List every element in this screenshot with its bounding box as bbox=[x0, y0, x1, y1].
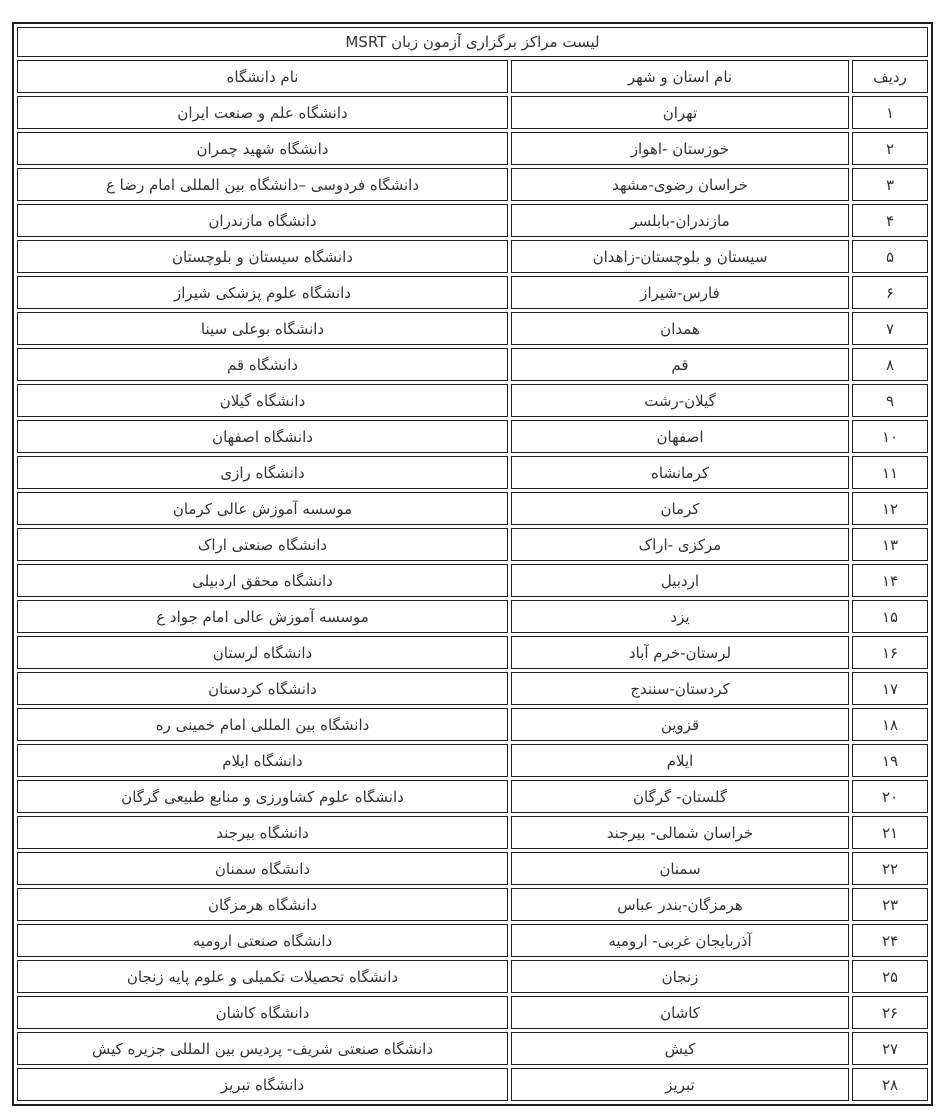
university-name-cell: دانشگاه قم bbox=[17, 348, 508, 381]
table-row bbox=[17, 924, 928, 957]
university-name-cell: دانشگاه بیرجند bbox=[17, 816, 508, 849]
university-name-cell: دانشگاه صنعتی ارومیه bbox=[17, 924, 508, 957]
table-row bbox=[17, 600, 928, 633]
province-city-cell: کرمانشاه bbox=[511, 456, 849, 489]
province-city-cell: زنجان bbox=[511, 960, 849, 993]
row-number-cell: ۸ bbox=[852, 348, 928, 381]
province-city-cell: کاشان bbox=[511, 996, 849, 1029]
table-title-row bbox=[17, 27, 928, 57]
province-city-cell: قم bbox=[511, 348, 849, 381]
table-row bbox=[17, 852, 928, 885]
row-number-cell: ۹ bbox=[852, 384, 928, 417]
province-city-cell: گلستان- گرگان bbox=[511, 780, 849, 813]
table-row bbox=[17, 384, 928, 417]
university-name-cell: دانشگاه فردوسی –دانشگاه بین المللی امام رضا ع bbox=[17, 168, 508, 201]
province-city-cell: فارس-شیراز bbox=[511, 276, 849, 309]
table-row bbox=[17, 420, 928, 453]
table-row bbox=[17, 348, 928, 381]
university-name-cell: دانشگاه علوم کشاورزی و منابع طبیعی گرگان bbox=[17, 780, 508, 813]
province-city-cell: تهران bbox=[511, 96, 849, 129]
row-number-cell: ۲۴ bbox=[852, 924, 928, 957]
row-number-cell: ۱۹ bbox=[852, 744, 928, 777]
university-name-cell: دانشگاه ایلام bbox=[17, 744, 508, 777]
table-row bbox=[17, 564, 928, 597]
university-name-cell: دانشگاه اصفهان bbox=[17, 420, 508, 453]
province-city-cell: آذربایجان غربی- ارومیه bbox=[511, 924, 849, 957]
table-row bbox=[17, 240, 928, 273]
table-row bbox=[17, 888, 928, 921]
table-row bbox=[17, 1068, 928, 1101]
table-row bbox=[17, 672, 928, 705]
province-city-cell: همدان bbox=[511, 312, 849, 345]
row-number-cell: ۵ bbox=[852, 240, 928, 273]
table-row bbox=[17, 96, 928, 129]
province-city-cell: قزوین bbox=[511, 708, 849, 741]
col-header-row-number: ردیف bbox=[852, 60, 928, 93]
university-name-cell: دانشگاه تحصیلات تکمیلی و علوم پایه زنجان bbox=[17, 960, 508, 993]
province-city-cell: لرستان-خرم آباد bbox=[511, 636, 849, 669]
row-number-cell: ۱۷ bbox=[852, 672, 928, 705]
province-city-cell: مازندران-بابلسر bbox=[511, 204, 849, 237]
row-number-cell: ۱۸ bbox=[852, 708, 928, 741]
university-name-cell: دانشگاه صنعتی شریف- پردیس بین المللی جزیره کیش bbox=[17, 1032, 508, 1065]
row-number-cell: ۴ bbox=[852, 204, 928, 237]
row-number-cell: ۱۳ bbox=[852, 528, 928, 561]
province-city-cell: اردبیل bbox=[511, 564, 849, 597]
province-city-cell: کیش bbox=[511, 1032, 849, 1065]
row-number-cell: ۲۷ bbox=[852, 1032, 928, 1065]
row-number-cell: ۲۲ bbox=[852, 852, 928, 885]
row-number-cell: ۲ bbox=[852, 132, 928, 165]
province-city-cell: خراسان شمالی- بیرجند bbox=[511, 816, 849, 849]
university-name-cell: دانشگاه محقق اردبیلی bbox=[17, 564, 508, 597]
row-number-cell: ۲۳ bbox=[852, 888, 928, 921]
university-name-cell: دانشگاه کردستان bbox=[17, 672, 508, 705]
table-row bbox=[17, 816, 928, 849]
row-number-cell: ۱۱ bbox=[852, 456, 928, 489]
university-name-cell: دانشگاه رازی bbox=[17, 456, 508, 489]
province-city-cell: خوزستان -اهواز bbox=[511, 132, 849, 165]
university-name-cell: دانشگاه بین المللی امام خمینی ره bbox=[17, 708, 508, 741]
university-name-cell: دانشگاه مازندران bbox=[17, 204, 508, 237]
province-city-cell: تبریز bbox=[511, 1068, 849, 1101]
table-row bbox=[17, 456, 928, 489]
msrt-centers-table bbox=[12, 22, 933, 1106]
table-row bbox=[17, 960, 928, 993]
table-row bbox=[17, 744, 928, 777]
row-number-cell: ۲۸ bbox=[852, 1068, 928, 1101]
table-body bbox=[17, 96, 928, 1101]
province-city-cell: یزد bbox=[511, 600, 849, 633]
province-city-cell: اصفهان bbox=[511, 420, 849, 453]
table-row bbox=[17, 780, 928, 813]
table-row bbox=[17, 132, 928, 165]
province-city-cell: سیستان و بلوچستان-زاهدان bbox=[511, 240, 849, 273]
province-city-cell: ایلام bbox=[511, 744, 849, 777]
university-name-cell: دانشگاه بوعلی سینا bbox=[17, 312, 508, 345]
province-city-cell: مرکزی -اراک bbox=[511, 528, 849, 561]
table-row bbox=[17, 528, 928, 561]
row-number-cell: ۱ bbox=[852, 96, 928, 129]
university-name-cell: دانشگاه سمنان bbox=[17, 852, 508, 885]
row-number-cell: ۱۵ bbox=[852, 600, 928, 633]
university-name-cell: دانشگاه صنعتی اراک bbox=[17, 528, 508, 561]
table-row bbox=[17, 996, 928, 1029]
university-name-cell: دانشگاه گیلان bbox=[17, 384, 508, 417]
row-number-cell: ۱۶ bbox=[852, 636, 928, 669]
table-title: لیست مراکز برگزاری آزمون زبان MSRT bbox=[17, 27, 928, 57]
university-name-cell: دانشگاه علم و صنعت ایران bbox=[17, 96, 508, 129]
university-name-cell: موسسه آموزش عالی کرمان bbox=[17, 492, 508, 525]
province-city-cell: خراسان رضوی-مشهد bbox=[511, 168, 849, 201]
table-row bbox=[17, 1032, 928, 1065]
university-name-cell: دانشگاه هرمزگان bbox=[17, 888, 508, 921]
row-number-cell: ۷ bbox=[852, 312, 928, 345]
col-header-province-city: نام استان و شهر bbox=[511, 60, 849, 93]
university-name-cell: دانشگاه لرستان bbox=[17, 636, 508, 669]
province-city-cell: هرمزگان-بندر عباس bbox=[511, 888, 849, 921]
university-name-cell: دانشگاه علوم پزشکی شیراز bbox=[17, 276, 508, 309]
table-row bbox=[17, 312, 928, 345]
row-number-cell: ۳ bbox=[852, 168, 928, 201]
row-number-cell: ۱۴ bbox=[852, 564, 928, 597]
table-row bbox=[17, 276, 928, 309]
row-number-cell: ۱۲ bbox=[852, 492, 928, 525]
row-number-cell: ۱۰ bbox=[852, 420, 928, 453]
university-name-cell: دانشگاه شهید چمران bbox=[17, 132, 508, 165]
province-city-cell: کردستان-سنندج bbox=[511, 672, 849, 705]
university-name-cell: دانشگاه کاشان bbox=[17, 996, 508, 1029]
table-row bbox=[17, 492, 928, 525]
university-name-cell: موسسه آموزش عالی امام جواد ع bbox=[17, 600, 508, 633]
col-header-university-name: نام دانشگاه bbox=[17, 60, 508, 93]
row-number-cell: ۲۰ bbox=[852, 780, 928, 813]
row-number-cell: ۲۵ bbox=[852, 960, 928, 993]
table-header-row bbox=[17, 60, 928, 93]
province-city-cell: سمنان bbox=[511, 852, 849, 885]
table-row bbox=[17, 168, 928, 201]
university-name-cell: دانشگاه تبریز bbox=[17, 1068, 508, 1101]
province-city-cell: کرمان bbox=[511, 492, 849, 525]
row-number-cell: ۲۱ bbox=[852, 816, 928, 849]
table-row bbox=[17, 708, 928, 741]
table-row bbox=[17, 204, 928, 237]
row-number-cell: ۲۶ bbox=[852, 996, 928, 1029]
province-city-cell: گیلان-رشت bbox=[511, 384, 849, 417]
row-number-cell: ۶ bbox=[852, 276, 928, 309]
table-row bbox=[17, 636, 928, 669]
university-name-cell: دانشگاه سیستان و بلوچستان bbox=[17, 240, 508, 273]
